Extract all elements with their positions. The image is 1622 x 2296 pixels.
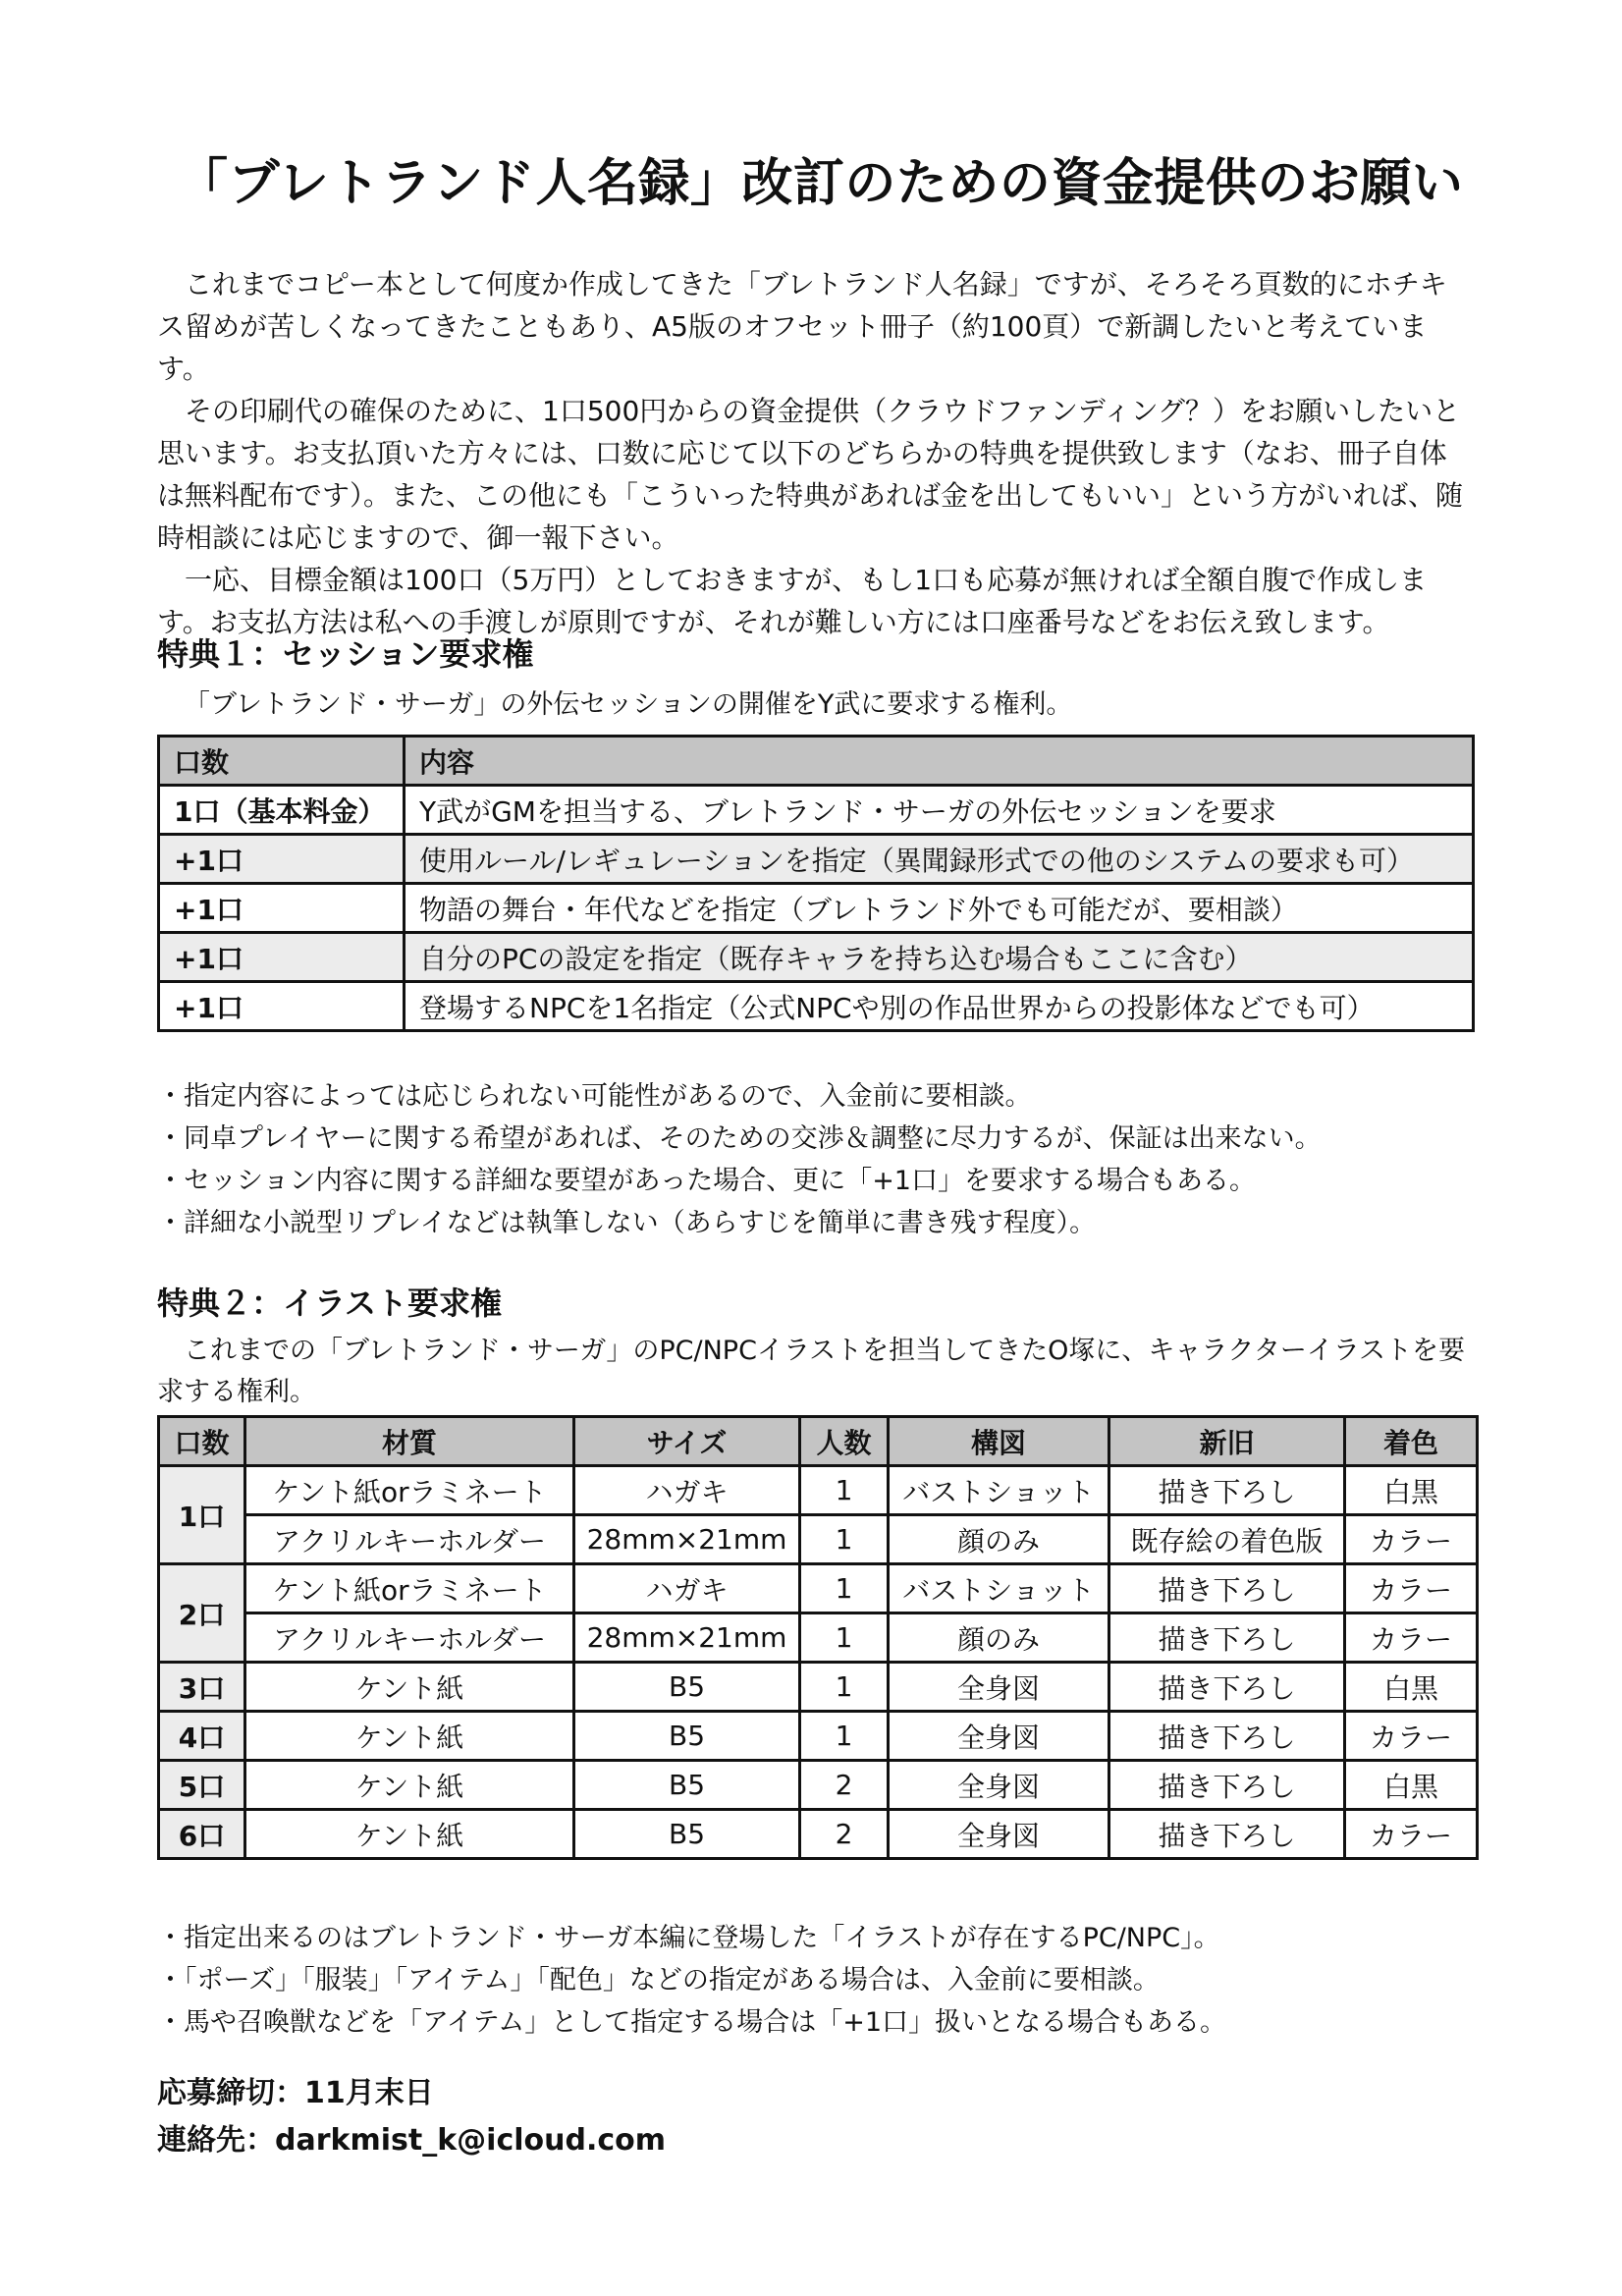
- table-cell: バストショット: [889, 1564, 1109, 1613]
- table-cell: 物語の舞台・年代などを指定（ブレトランド外でも可能だが、要相談）: [405, 884, 1474, 933]
- column-header: 着色: [1345, 1417, 1478, 1466]
- table-cell: アクリルキーホルダー: [245, 1515, 574, 1564]
- perk2-description: これまでの「ブレトランド・サーガ」のPC/NPCイラストを担当してきたO塚に、キャラクターイラストを要求する権利。: [157, 1336, 1466, 1407]
- intro-paragraph: その印刷代の確保のために、1口500円からの資金提供（クラウドファンディング？）をお願いしたいと思います。お支払頂いた方々には、口数に応じて以下のどちらかの特典を提供致します（なお、冊子自体は無料配布です）。また、この他にも「こういった特典があれば金を出してもいい」という方がいれば、随時相談には応じますので、御一報下さい。: [157, 395, 1464, 554]
- table-cell: +1口: [159, 835, 405, 884]
- deadline-text: 応募締切：11月末日: [157, 2076, 434, 2110]
- table-row: [159, 1761, 1478, 1810]
- table-cell: 顔のみ: [889, 1613, 1109, 1663]
- table-cell: 描き下ろし: [1109, 1761, 1345, 1810]
- perk2-heading: 特典２：イラスト要求権: [157, 1285, 503, 1322]
- table-row: [159, 786, 1474, 835]
- column-header: 新旧: [1109, 1417, 1345, 1466]
- table-cell: 描き下ろし: [1109, 1712, 1345, 1761]
- note-item: ・セッション内容に関する詳細な要望があった場合、更に「+1口」を要求する場合もある。: [157, 1166, 1256, 1196]
- table-cell: 白黒: [1345, 1663, 1478, 1712]
- table-cell: アクリルキーホルダー: [245, 1613, 574, 1663]
- table-cell: 2: [800, 1761, 889, 1810]
- table-cell: B5: [574, 1663, 800, 1712]
- contact-text: 連絡先：darkmist_k@icloud.com: [157, 2123, 666, 2158]
- table-cell: 描き下ろし: [1109, 1663, 1345, 1712]
- page-title: 「ブレトランド人名録」改訂のための資金提供のお願い: [177, 154, 1464, 213]
- column-header: 構図: [889, 1417, 1109, 1466]
- table-row: [159, 1810, 1478, 1859]
- table-cell: 全身図: [889, 1761, 1109, 1810]
- note-item: ・指定内容によっては応じられない可能性があるので、入金前に要相談。: [157, 1081, 1032, 1112]
- perk2-notes: [157, 1917, 1512, 2044]
- note-item: ・馬や召喚獣などを「アイテム」として指定する場合は「+1口」扱いとなる場合もある。: [157, 2007, 1227, 2038]
- table-cell: 28mm×21mm: [574, 1515, 800, 1564]
- note-item: ・同卓プレイヤーに関する希望があれば、そのための交渉＆調整に尽力するが、保証は出来ない。: [157, 1123, 1322, 1154]
- table-cell: 1口（基本料金）: [159, 786, 405, 835]
- table-cell: 顔のみ: [889, 1515, 1109, 1564]
- table-cell: +1口: [159, 933, 405, 982]
- table-cell: 既存絵の着色版: [1109, 1515, 1345, 1564]
- table-cell: B5: [574, 1712, 800, 1761]
- intro-section: [157, 263, 1473, 643]
- table-row: [159, 1466, 1478, 1515]
- table-header-row: [159, 737, 1474, 786]
- table-cell: 描き下ろし: [1109, 1564, 1345, 1613]
- column-header: 口数: [159, 1417, 245, 1466]
- table-cell: 2: [800, 1810, 889, 1859]
- note-item: ・「ポーズ」「服装」「アイテム」「配色」などの指定がある場合は、入金前に要相談。: [157, 1965, 1160, 1995]
- table-cell: 1: [800, 1613, 889, 1663]
- table-cell: 6口: [159, 1810, 245, 1859]
- table-cell: 5口: [159, 1761, 245, 1810]
- table-cell: ケント紙orラミネート: [245, 1564, 574, 1613]
- table-cell: ケント紙: [245, 1810, 574, 1859]
- table-cell: 4口: [159, 1712, 245, 1761]
- table-cell: 描き下ろし: [1109, 1613, 1345, 1663]
- table-cell: 1: [800, 1515, 889, 1564]
- table-cell: 全身図: [889, 1663, 1109, 1712]
- table-cell: 白黒: [1345, 1761, 1478, 1810]
- intro-paragraph: 一応、目標金額は100口（5万円）としておきますが、もし1口も応募が無ければ全額自腹で作成します。お支払方法は私への手渡しが原則ですが、それが難しい方には口座番号などをお伝え致します。: [157, 564, 1428, 638]
- table-cell: +1口: [159, 884, 405, 933]
- table-row: [159, 1712, 1478, 1761]
- table-cell: ケント紙: [245, 1663, 574, 1712]
- table-cell: 3口: [159, 1663, 245, 1712]
- perk2-table-body: [159, 1466, 1478, 1859]
- table-cell: ハガキ: [574, 1564, 800, 1613]
- table-cell: カラー: [1345, 1810, 1478, 1859]
- table-cell: 描き下ろし: [1109, 1810, 1345, 1859]
- table-cell: 1: [800, 1712, 889, 1761]
- table-cell: カラー: [1345, 1613, 1478, 1663]
- footer-section: [157, 2070, 666, 2164]
- intro-paragraph: これまでコピー本として何度か作成してきた「ブレトランド人名録」ですが、そろそろ頁数的にホチキス留めが苦しくなってきたこともあり、A5版のオフセット冊子（約100頁）で新調したいと考えています。: [157, 268, 1447, 385]
- table-row: [159, 884, 1474, 933]
- table-header-row: [159, 1417, 1478, 1466]
- table-cell: ハガキ: [574, 1466, 800, 1515]
- table-cell: ケント紙: [245, 1761, 574, 1810]
- column-header: サイズ: [574, 1417, 800, 1466]
- perk1-description: 「ブレトランド・サーガ」の外伝セッションの開催をY武に要求する権利。: [184, 689, 1073, 720]
- table-cell: バストショット: [889, 1466, 1109, 1515]
- table-cell: +1口: [159, 982, 405, 1031]
- column-header: 人数: [800, 1417, 889, 1466]
- table-cell: カラー: [1345, 1564, 1478, 1613]
- table-cell: 登場するNPCを1名指定（公式NPCや別の作品世界からの投影体などでも可）: [405, 982, 1474, 1031]
- table-row: [159, 1515, 1478, 1564]
- perk1-heading: 特典１：セッション要求権: [157, 635, 534, 673]
- column-header: 口数: [159, 737, 405, 786]
- perk1-notes: [157, 1075, 1512, 1244]
- table-cell: 使用ルール/レギュレーションを指定（異聞録形式での他のシステムの要求も可）: [405, 835, 1474, 884]
- table-cell: B5: [574, 1761, 800, 1810]
- table-cell: ケント紙: [245, 1712, 574, 1761]
- table-cell: カラー: [1345, 1712, 1478, 1761]
- table-cell: 1: [800, 1663, 889, 1712]
- table-row: [159, 933, 1474, 982]
- table-cell: Y武がGMを担当する、ブレトランド・サーガの外伝セッションを要求: [405, 786, 1474, 835]
- table-cell: 1: [800, 1466, 889, 1515]
- table-cell: 描き下ろし: [1109, 1466, 1345, 1515]
- table-cell: 1: [800, 1564, 889, 1613]
- table-cell: 1口: [159, 1466, 245, 1564]
- table-cell: 自分のPCの設定を指定（既存キャラを持ち込む場合もここに含む）: [405, 933, 1474, 982]
- table-cell: B5: [574, 1810, 800, 1859]
- table-cell: 全身図: [889, 1712, 1109, 1761]
- table-cell: 全身図: [889, 1810, 1109, 1859]
- perk2-table: [157, 1415, 1479, 1860]
- table-cell: ケント紙orラミネート: [245, 1466, 574, 1515]
- table-row: [159, 1613, 1478, 1663]
- table-row: [159, 1564, 1478, 1613]
- note-item: ・詳細な小説型リプレイなどは執筆しない（あらすじを簡単に書き残す程度）。: [157, 1208, 1097, 1238]
- table-cell: 2口: [159, 1564, 245, 1663]
- table-cell: 白黒: [1345, 1466, 1478, 1515]
- column-header: 材質: [245, 1417, 574, 1466]
- table-row: [159, 1663, 1478, 1712]
- note-item: ・指定出来るのはブレトランド・サーガ本編に登場した「イラストが存在するPC/NPC」。: [157, 1923, 1220, 1953]
- table-row: [159, 982, 1474, 1031]
- table-row: [159, 835, 1474, 884]
- table-cell: 28mm×21mm: [574, 1613, 800, 1663]
- table-cell: カラー: [1345, 1515, 1478, 1564]
- column-header: 内容: [405, 737, 1474, 786]
- perk1-table: [157, 735, 1475, 1032]
